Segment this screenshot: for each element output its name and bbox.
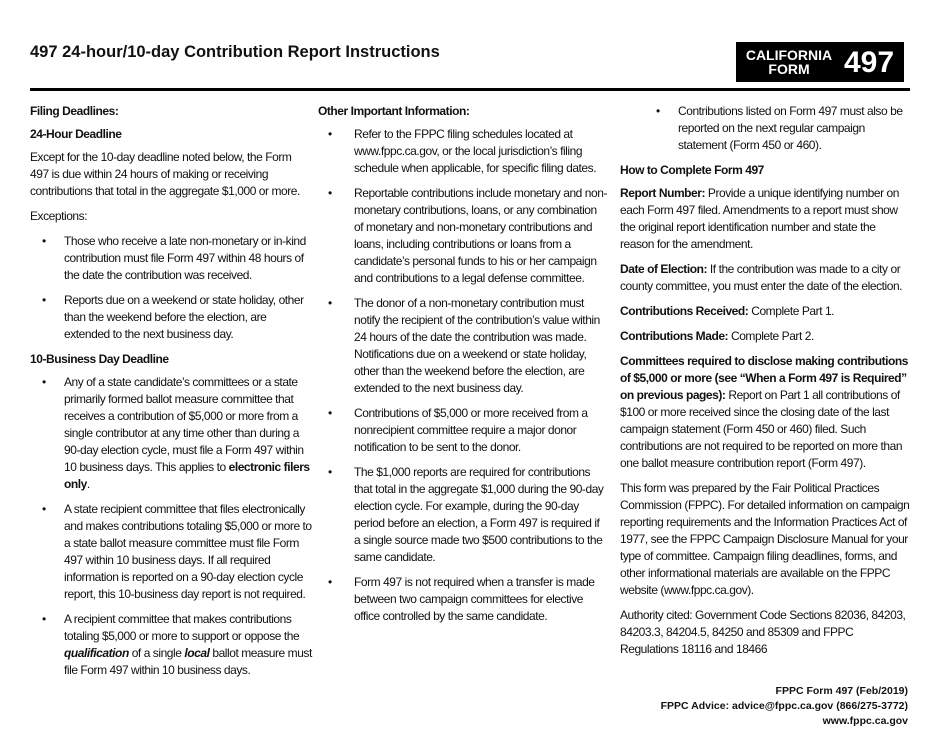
subheading-24-hour: 24-Hour Deadline — [30, 127, 122, 141]
fppc-paragraph: This form was prepared by the Fair Political Practices Commission (FPPC). For detailed information on campaign reporting requirements and the Information Practices Act of 1977, see the FPPC Campaign Disclosure Manual for your type of committee. Campaign filing deadlines, forms, and other informational materials are available on the FPPC website (www.fppc.ca.gov). — [620, 481, 910, 597]
text: Provide a unique identifying number on each Form 497 filed. Amendments to a report must show the original report identification number and state the reason for the amendment. — [620, 186, 899, 251]
text: Complete Part 2. — [728, 329, 814, 343]
instruction-item — [620, 185, 912, 253]
instruction-item — [620, 328, 912, 345]
list-item: • A state recipient committee that files electronically and makes contributions totaling $5,000 or more to a state ballot measure committee must file Form 497 within 10 business days. If all required information is reported on a 90-day election cycle report, this 10-business day report is not required. — [30, 501, 312, 603]
list-item: • The $1,000 reports are required for contributions that total in the aggregate $1,000 during the 90-day election cycle. For example, during the 90-day period before an election, a Form 497 is required if a single source made two $500 contributions to the same candidate. — [318, 464, 608, 566]
list-item: • Reportable contributions include monetary and non-monetary contributions, loans, or any combination of monetary and non-monetary contributions and loans, including contributions or loans from a candidate’s personal funds to his or her campaign and contributions to a legal defense committee. — [318, 185, 608, 287]
bold-italic-text: local — [184, 646, 210, 660]
lead: Contributions Received: — [620, 304, 749, 318]
text: of a single — [128, 646, 185, 660]
text: Any of a state candidate’s committees or a state primarily formed ballot measure committee that receives a contribution of $5,000 or more from a single contributor at any time other than during a 90-day election cycle, must file a Form 497 within 10 business days. This applies to — [64, 375, 304, 474]
list-item: • Reports due on a weekend or state holiday, other than the weekend before the election, are extended to the next business day. — [30, 292, 312, 343]
list-item: • The donor of a non-monetary contribution must notify the recipient of the contribution’s value within 24 hours of the date the contribution was made. Notifications due on a weekend or state holiday, other than the weekend before the election, are extended to the next business day. — [318, 295, 608, 397]
list-item: • Those who receive a late non-monetary or in-kind contribution must file Form 497 within 48 hours of the date the contribution was received. — [30, 233, 312, 284]
exceptions-label: Exceptions: — [30, 209, 88, 223]
page-title: 497 24-hour/10-day Contribution Report Instructions — [30, 43, 440, 61]
lead: Report Number: — [620, 186, 706, 200]
header-rule — [30, 88, 910, 91]
list-item: • Form 497 is not required when a transfer is made between two campaign committees for elective office controlled by the same candidate. — [318, 574, 608, 625]
footer — [661, 684, 908, 729]
footer-form-version: FPPC Form 497 (Feb/2019) — [775, 685, 908, 697]
instruction-item — [620, 353, 912, 472]
bold-text: electronic filers only — [64, 460, 310, 491]
footer-advice-contact: FPPC Advice: advice@fppc.ca.gov (866/275-3772) — [660, 700, 908, 712]
logo-line2: FORM — [768, 61, 810, 77]
text: If the contribution was made to a city or county committee, you must enter the date of the election. — [620, 262, 903, 293]
lead: Committees required to disclose making contributions of $5,000 or more (see “When a Form 497 is Required” on previous pages): — [620, 354, 908, 402]
instruction-item — [620, 261, 912, 295]
text: ballot measure must file Form 497 within 10 business days. — [64, 646, 312, 677]
text: Complete Part 1. — [748, 304, 835, 318]
list-item — [30, 611, 312, 679]
column-how-to-complete — [620, 103, 912, 666]
subheading-10-day: 10-Business Day Deadline — [30, 352, 169, 366]
logo-line1: CALIFORNIA — [745, 47, 833, 63]
section-heading: Other Important Information: — [318, 104, 470, 118]
paragraph: Except for the 10-day deadline noted below, the Form 497 is due within 24 hours of making or receiving contributions that total in the aggregate $1,000 or more. — [30, 150, 300, 198]
list-item: • Contributions of $5,000 or more received from a nonrecipient committee require a major donor notification to be sent to the donor. — [318, 405, 608, 456]
footer-website: www.fppc.ca.gov — [822, 715, 908, 727]
lead: Date of Election: — [620, 262, 708, 276]
list-item — [30, 374, 312, 493]
list-item: • Contributions listed on Form 497 must also be reported on the next regular campaign statement (Form 450 or 460). — [620, 103, 912, 154]
authority-paragraph: Authority cited: Government Code Sections 82036, 84203, 84203.3, 84204.5, 84250 and 85309 and FPPC Regulations 18116 and 18466 — [620, 608, 906, 656]
text: Report on Part 1 all contributions of $100 or more received since the closing date of the last campaign statement (Form 450 or 460) filed. Such contributions are not required to be reported on more than one ballot measure contribution report (Form 497). — [620, 388, 903, 470]
text: A recipient committee that makes contributions totaling $5,000 or more to support or oppose the — [64, 612, 300, 643]
lead: Contributions Made: — [620, 329, 729, 343]
bold-italic-text: qualification — [64, 646, 129, 660]
section-heading: How to Complete Form 497 — [620, 163, 764, 177]
instruction-item — [620, 303, 912, 320]
column-other-info — [318, 103, 608, 633]
logo-number: 497 — [844, 45, 895, 79]
section-heading: Filing Deadlines: — [30, 104, 119, 118]
column-filing-deadlines — [30, 103, 312, 687]
california-form-logo — [736, 42, 904, 82]
text: . — [86, 477, 90, 491]
list-item: • Refer to the FPPC filing schedules located at www.fppc.ca.gov, or the local jurisdiction’s filing schedule when applicable, for specific filing dates. — [318, 126, 608, 177]
